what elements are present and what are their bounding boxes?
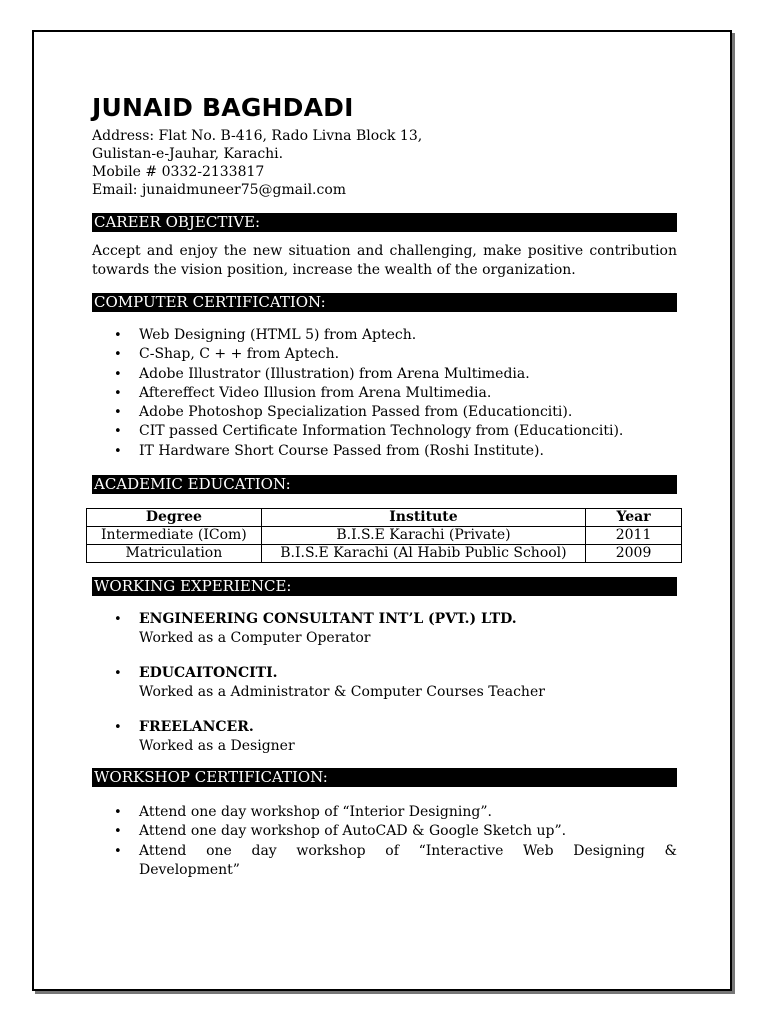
section-heading-working-experience: WORKING EXPERIENCE: — [92, 577, 677, 596]
table-row — [87, 545, 682, 563]
list-item: • Attend one day workshop of “Interior Designing”. — [92, 803, 677, 822]
workshop-certification-list — [92, 803, 677, 880]
table-cell: B.I.S.E Karachi (Private) — [261, 527, 585, 545]
list-item: • CIT passed Certificate Information Technology from (Educationciti). — [92, 422, 677, 441]
table-cell: Intermediate (ICom) — [87, 527, 262, 545]
table-cell: 2009 — [586, 545, 682, 563]
list-item: • C-Shap, C + + from Aptech. — [92, 345, 677, 364]
list-item-line: Attend one day workshop of “Interactive Web Designing & — [139, 842, 677, 859]
table-cell: Matriculation — [87, 545, 262, 563]
list-item — [92, 610, 677, 648]
column-header-institute: Institute — [261, 509, 585, 527]
column-header-year: Year — [586, 509, 682, 527]
resume-document — [92, 92, 677, 880]
list-item: • Adobe Illustrator (Illustration) from Arena Multimedia. — [92, 365, 677, 384]
career-objective-text: Accept and enjoy the new situation and challenging, make positive contribution towards the vision position, increase the wealth of the organization. — [92, 243, 677, 278]
table-row — [87, 527, 682, 545]
list-item: • Web Designing (HTML 5) from Aptech. — [92, 326, 677, 345]
job-role: Worked as a Computer Operator — [139, 630, 371, 647]
email-address: Email: junaidmuneer75@gmail.com — [92, 182, 347, 198]
section-heading-workshop-certification: WORKSHOP CERTIFICATION: — [92, 768, 677, 787]
computer-certification-list — [92, 326, 677, 461]
list-item — [92, 664, 677, 702]
section-heading-career-objective: CAREER OBJECTIVE: — [92, 213, 677, 232]
company-name: • FREELANCER. — [139, 719, 254, 736]
table-cell: 2011 — [586, 527, 682, 545]
list-item: • Attend one day workshop of AutoCAD & Google Sketch up”. — [92, 822, 677, 841]
list-item: • Adobe Photoshop Specialization Passed from (Educationciti). — [92, 403, 677, 422]
working-experience-list — [92, 610, 677, 756]
job-role: Worked as a Administrator & Computer Courses Teacher — [139, 684, 545, 701]
mobile-number: Mobile # 0332-2133817 — [92, 164, 265, 180]
company-name: • EDUCAITONCITI. — [139, 665, 278, 682]
section-heading-computer-certification: COMPUTER CERTIFICATION: — [92, 293, 677, 312]
address-line-1: Address: Flat No. B-416, Rado Livna Block 13, — [92, 128, 423, 144]
table-cell: B.I.S.E Karachi (Al Habib Public School) — [261, 545, 585, 563]
list-item: • IT Hardware Short Course Passed from (Roshi Institute). — [92, 442, 677, 461]
list-item: • Aftereffect Video Illusion from Arena Multimedia. — [92, 384, 677, 403]
contact-block — [92, 127, 677, 199]
column-header-degree: Degree — [87, 509, 262, 527]
job-role: Worked as a Designer — [139, 738, 295, 755]
list-item — [92, 718, 677, 756]
list-item-line: Development” — [139, 861, 240, 878]
company-name: • ENGINEERING CONSULTANT INT’L (PVT.) LTD. — [139, 611, 517, 628]
table-header-row — [87, 509, 682, 527]
section-heading-academic-education: ACADEMIC EDUCATION: — [92, 475, 677, 494]
address-line-2: Gulistan-e-Jauhar, Karachi. — [92, 146, 284, 162]
candidate-name: JUNAID BAGHDADI — [92, 93, 354, 122]
education-table — [86, 508, 682, 563]
list-item — [92, 842, 677, 881]
